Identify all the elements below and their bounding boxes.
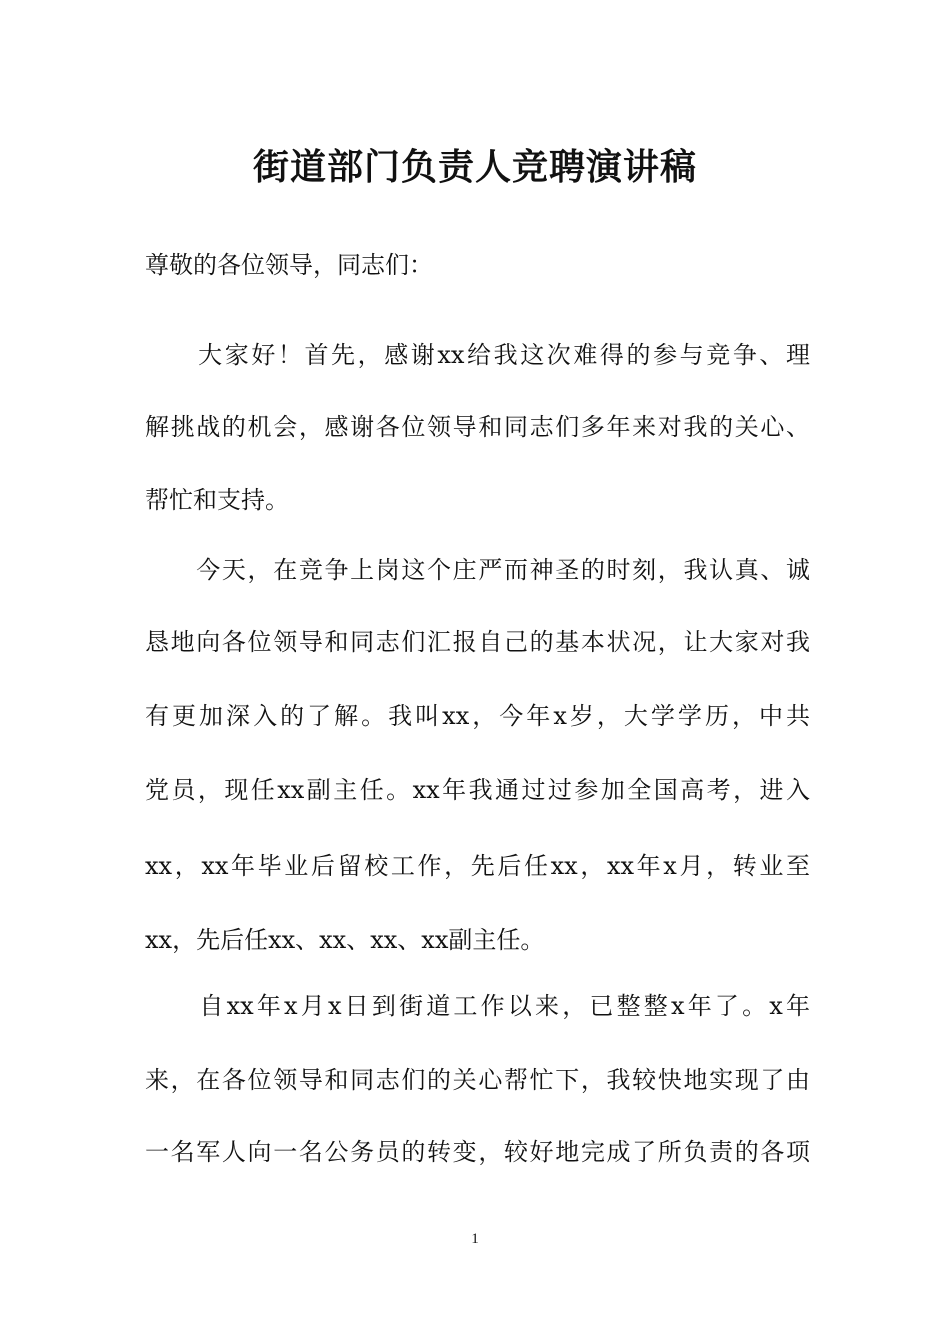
body-line: 大家好！首先，感谢xx给我这次难得的参与竞争、理: [145, 341, 810, 369]
body-line: 党员，现任xx副主任。xx年我通过过参加全国高考，进入: [145, 776, 810, 804]
body-line: 有更加深入的了解。我叫xx，今年x岁，大学学历，中共: [145, 702, 810, 730]
body-line: 自xx年x月x日到街道工作以来，已整整x年了。x年: [145, 992, 810, 1020]
body-line: 恳地向各位领导和同志们汇报自己的基本状况，让大家对我: [145, 628, 810, 656]
document-title: 街道部门负责人竞聘演讲稿: [252, 146, 697, 188]
body-line: 今天，在竞争上岗这个庄严而神圣的时刻，我认真、诚: [145, 556, 810, 584]
body-line: xx，xx年毕业后留校工作，先后任xx，xx年x月，转业至: [145, 852, 810, 880]
body-line: 帮忙和支持。: [145, 486, 289, 514]
salutation-line: 尊敬的各位领导，同志们：: [145, 251, 433, 279]
body-line: 来，在各位领导和同志们的关心帮忙下，我较快地实现了由: [145, 1066, 810, 1094]
body-line: 解挑战的机会，感谢各位领导和同志们多年来对我的关心、: [145, 413, 810, 441]
page-number: 1: [471, 1231, 479, 1247]
body-line: xx，先后任xx、xx、xx、xx副主任。: [145, 926, 545, 954]
body-line: 一名军人向一名公务员的转变，较好地完成了所负责的各项: [145, 1138, 810, 1166]
